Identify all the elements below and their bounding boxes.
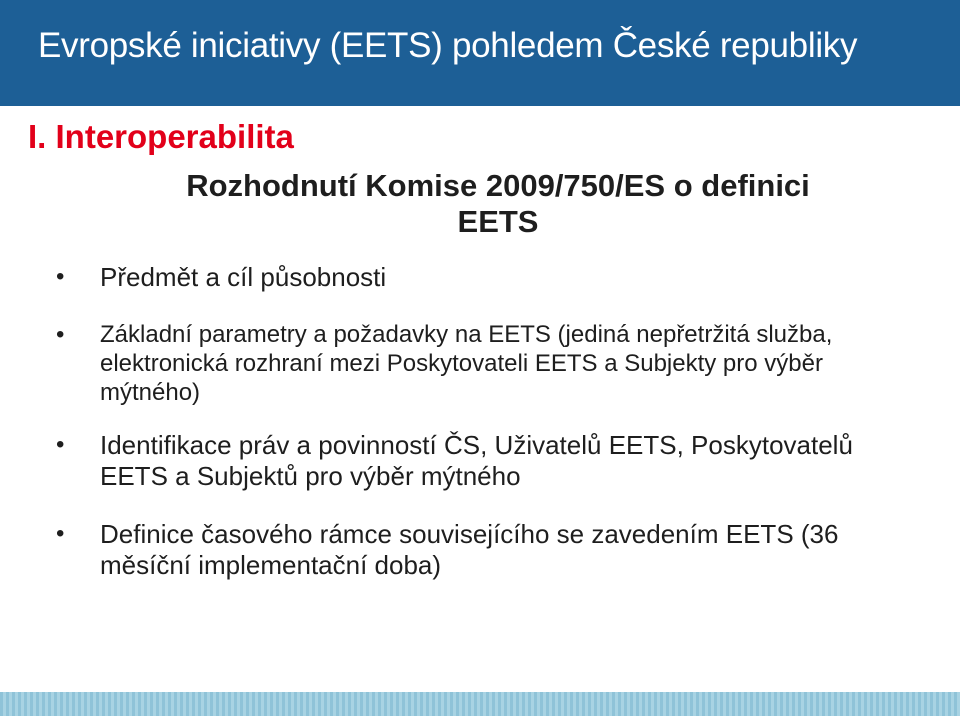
slide-title: Evropské iniciativy (EETS) pohledem České republiky [38,26,858,65]
bullet-marker: • [56,431,65,458]
bullet-text: Předmět a cíl působnosti [100,262,387,292]
bullet-marker: • [56,520,65,547]
section-heading: I. Interoperabilita [28,118,294,155]
bullet-marker: • [56,263,65,290]
bullet-text: Definice časového rámce souvisejícího se zavedením EETS (36 měsíční implementační doba) [100,519,839,580]
header-band [0,0,960,106]
bullet-marker: • [56,321,65,348]
subtitle-line-2: EETS [457,204,539,239]
bullet-text: Základní parametry a požadavky na EETS (jediná nepřetržitá služba, elektronická rozhraní mezi Poskytovateli EETS a Subjekty pro výběr mýtného) [100,321,833,406]
subtitle-line-1: Rozhodnutí Komise 2009/750/ES o definici [186,168,810,203]
bullet-text: Identifikace práv a povinností ČS, Uživatelů EETS, Poskytovatelů EETS a Subjektů pro výběr mýtného [100,430,853,491]
footer-band [0,692,960,716]
slide-subtitle [118,168,878,240]
